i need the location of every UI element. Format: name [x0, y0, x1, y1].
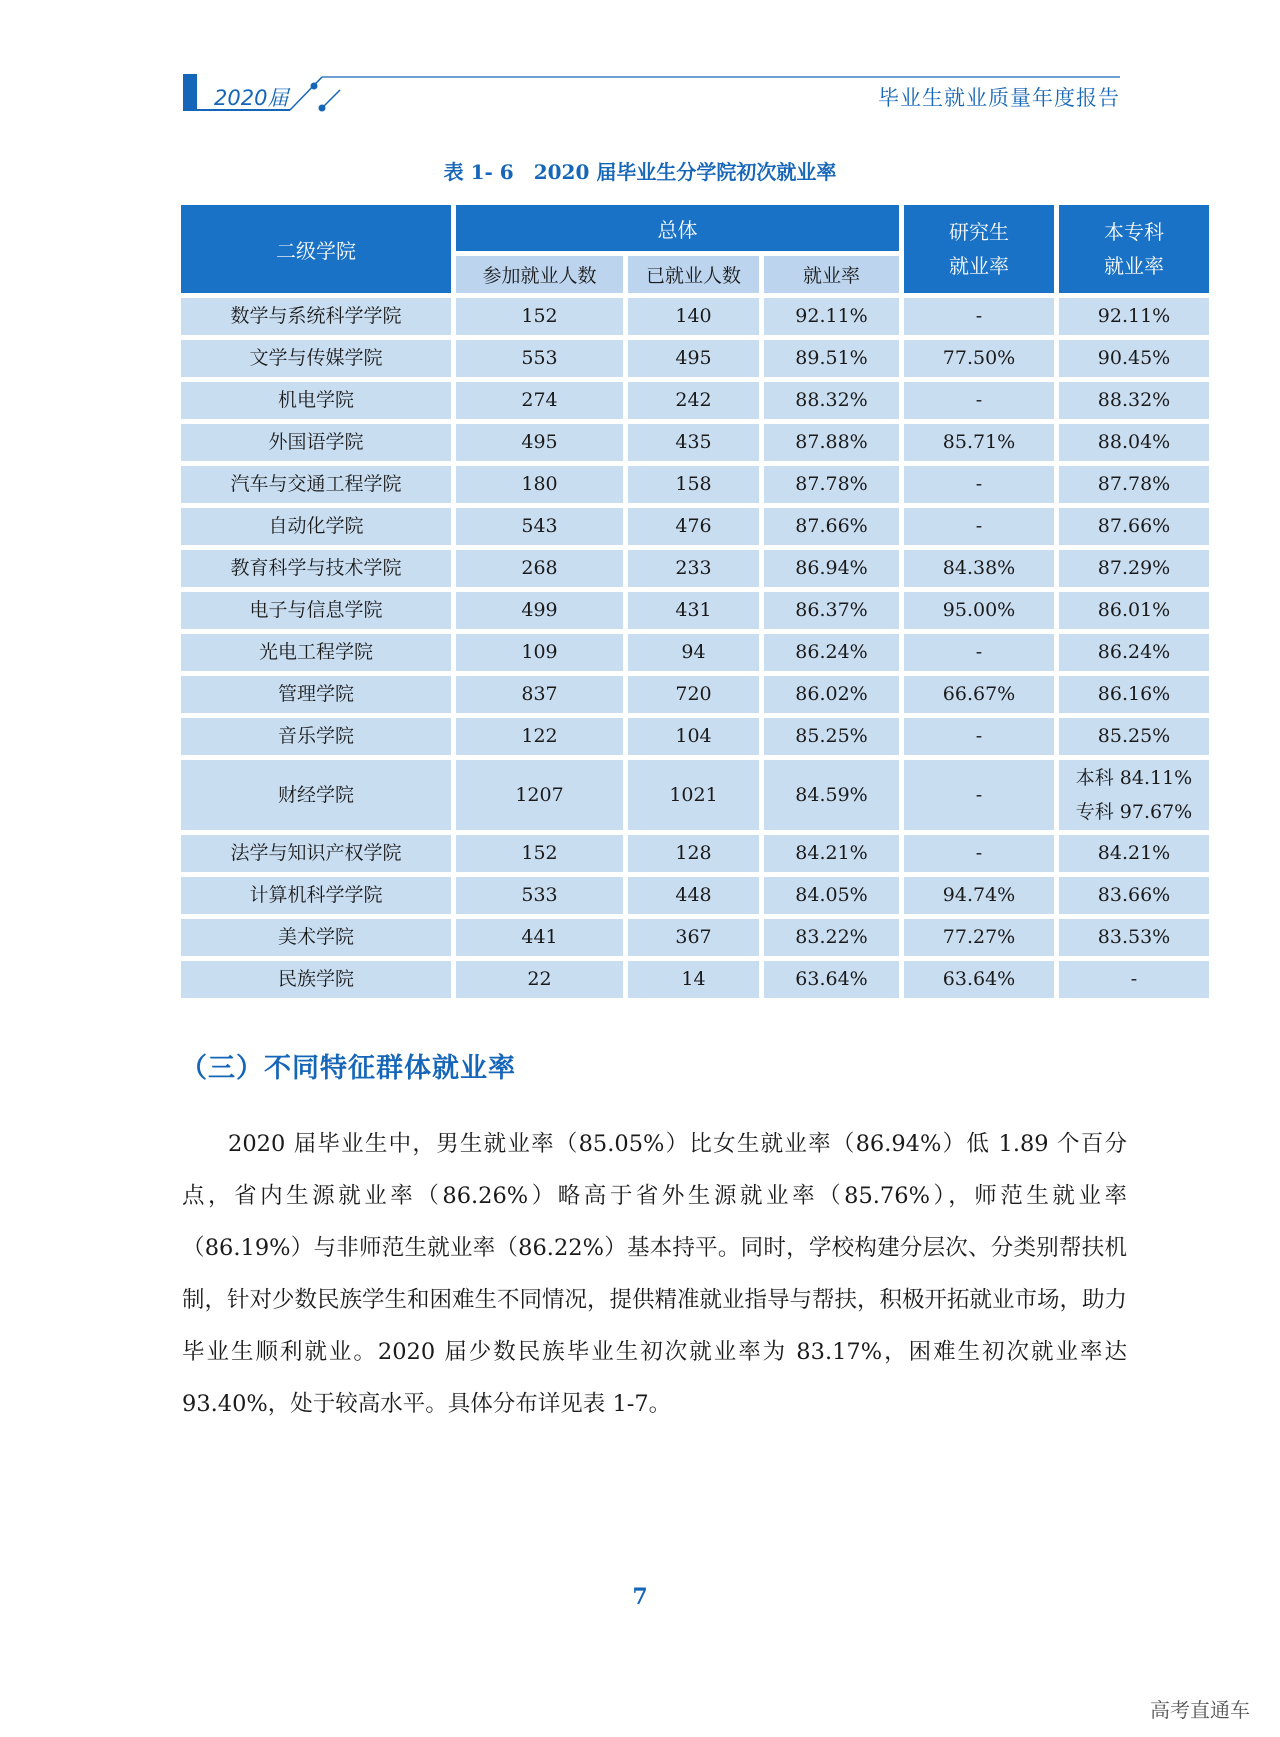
cell-participants: 543: [456, 508, 623, 545]
cell-employed: 1021: [628, 760, 759, 830]
cell-rate: 86.02%: [764, 676, 899, 713]
table-row: [181, 424, 1209, 461]
table-row: [181, 634, 1209, 671]
cell-participants: 180: [456, 466, 623, 503]
cell-employed: 435: [628, 424, 759, 461]
cell-college: 教育科学与技术学院: [181, 550, 451, 587]
header-undergrad-rate-line1: 本专科: [1104, 220, 1164, 244]
cell-rate: 87.88%: [764, 424, 899, 461]
cell-employed: 140: [628, 298, 759, 335]
table-row: [181, 961, 1209, 998]
cell-graduate-rate: -: [904, 835, 1054, 872]
cell-participants: 533: [456, 877, 623, 914]
header-year-label: 2020届: [214, 86, 289, 110]
cell-undergrad-rate: 92.11%: [1059, 298, 1209, 335]
table-caption: 表 1- 6 2020 届毕业生分学院初次就业率: [443, 160, 837, 184]
cell-rate: 89.51%: [764, 340, 899, 377]
cell-undergrad-rate-line2: 专科 97.67%: [1075, 801, 1193, 823]
cell-graduate-rate: 95.00%: [904, 592, 1054, 629]
cell-college: 法学与知识产权学院: [181, 835, 451, 872]
page-number: 7: [632, 1584, 648, 1610]
cell-employed: 431: [628, 592, 759, 629]
cell-undergrad-rate: -: [1059, 961, 1209, 998]
cell-rate: 88.32%: [764, 382, 899, 419]
cell-employed: 233: [628, 550, 759, 587]
header-graduate-rate-line2: 就业率: [949, 254, 1009, 278]
cell-graduate-rate: -: [904, 718, 1054, 755]
cell-undergrad-rate: 87.66%: [1059, 508, 1209, 545]
cell-employed: 448: [628, 877, 759, 914]
cell-graduate-rate: -: [904, 634, 1054, 671]
table-body: [181, 298, 1209, 998]
cell-rate: 84.21%: [764, 835, 899, 872]
cell-college: 自动化学院: [181, 508, 451, 545]
cell-employed: 128: [628, 835, 759, 872]
cell-college: 财经学院: [181, 760, 451, 830]
table-row: [181, 550, 1209, 587]
cell-undergrad-rate: 86.01%: [1059, 592, 1209, 629]
employment-rate-table: [176, 200, 1214, 1003]
section-paragraph: 2020 届毕业生中，男生就业率（85.05%）比女生就业率（86.94%）低 1.89 个百分点，省内生源就业率（86.26%）略高于省外生源就业率（85.76%），师范生就业率（86.19%）与非师范生就业率（86.22%）基本持平。同时，学校构建分层次、分类别帮扶机制，针对少数民族学生和困难生不同情况，提供精准就业指导与帮扶，积极开拓就业市场，助力毕业生顺利就业。2020 届少数民族毕业生初次就业率为 83.17%，困难生初次就业率达 93.40%，处于较高水平。具体分布详见表 1-7。: [182, 1131, 1128, 1417]
cell-participants: 268: [456, 550, 623, 587]
cell-graduate-rate: 66.67%: [904, 676, 1054, 713]
cell-undergrad-rate: 88.04%: [1059, 424, 1209, 461]
header-undergrad-rate-line2: 就业率: [1104, 254, 1164, 278]
cell-rate: 86.37%: [764, 592, 899, 629]
section-title: （三）不同特征群体就业率: [180, 1053, 516, 1084]
header-overall: 总体: [456, 205, 899, 251]
cell-undergrad-rate: 83.53%: [1059, 919, 1209, 956]
cell-graduate-rate: 84.38%: [904, 550, 1054, 587]
cell-employed: 94: [628, 634, 759, 671]
cell-undergrad-rate: 87.29%: [1059, 550, 1209, 587]
cell-undergrad-rate: 88.32%: [1059, 382, 1209, 419]
cell-college: 管理学院: [181, 676, 451, 713]
cell-graduate-rate: -: [904, 466, 1054, 503]
cell-rate: 92.11%: [764, 298, 899, 335]
cell-college: 文学与传媒学院: [181, 340, 451, 377]
cell-college: 美术学院: [181, 919, 451, 956]
table-row: [181, 718, 1209, 755]
cell-undergrad-rate: 87.78%: [1059, 466, 1209, 503]
cell-college: 光电工程学院: [181, 634, 451, 671]
cell-participants: 441: [456, 919, 623, 956]
cell-employed: 476: [628, 508, 759, 545]
cell-participants: 22: [456, 961, 623, 998]
cell-rate: 86.94%: [764, 550, 899, 587]
cell-graduate-rate: 94.74%: [904, 877, 1054, 914]
cell-college: 计算机科学学院: [181, 877, 451, 914]
cell-undergrad-rate-line1: 本科 84.11%: [1075, 767, 1193, 789]
cell-participants: 499: [456, 592, 623, 629]
cell-rate: 84.59%: [764, 760, 899, 830]
cell-participants: 837: [456, 676, 623, 713]
cell-employed: 14: [628, 961, 759, 998]
cell-participants: 495: [456, 424, 623, 461]
cell-college: 数学与系统科学学院: [181, 298, 451, 335]
cell-employed: 495: [628, 340, 759, 377]
header-report-title: 毕业生就业质量年度报告: [878, 86, 1120, 110]
table-row: [181, 760, 1209, 830]
table-row: [181, 340, 1209, 377]
header-graduate-rate-line1: 研究生: [949, 220, 1009, 244]
cell-graduate-rate: -: [904, 508, 1054, 545]
table-row: [181, 466, 1209, 503]
header-rate: 就业率: [764, 256, 899, 293]
cell-rate: 87.66%: [764, 508, 899, 545]
cell-graduate-rate: 77.27%: [904, 919, 1054, 956]
header-graduate-rate: [904, 205, 1054, 293]
cell-graduate-rate: -: [904, 760, 1054, 830]
table-row: [181, 676, 1209, 713]
cell-employed: 158: [628, 466, 759, 503]
cell-graduate-rate: -: [904, 382, 1054, 419]
cell-rate: 85.25%: [764, 718, 899, 755]
cell-rate: 87.78%: [764, 466, 899, 503]
cell-participants: 152: [456, 835, 623, 872]
table-row: [181, 592, 1209, 629]
cell-rate: 83.22%: [764, 919, 899, 956]
cell-participants: 1207: [456, 760, 623, 830]
cell-employed: 720: [628, 676, 759, 713]
cell-participants: 152: [456, 298, 623, 335]
cell-graduate-rate: -: [904, 298, 1054, 335]
cell-undergrad-rate: 86.24%: [1059, 634, 1209, 671]
cell-college: 机电学院: [181, 382, 451, 419]
watermark: 高考直通车: [1150, 1698, 1250, 1722]
cell-undergrad-rate: 85.25%: [1059, 718, 1209, 755]
header-college: 二级学院: [181, 205, 451, 293]
cell-undergrad-rate: 84.21%: [1059, 835, 1209, 872]
cell-undergrad-rate: 86.16%: [1059, 676, 1209, 713]
cell-rate: 63.64%: [764, 961, 899, 998]
header-undergrad-rate: [1059, 205, 1209, 293]
cell-participants: 553: [456, 340, 623, 377]
cell-participants: 122: [456, 718, 623, 755]
table-row: [181, 508, 1209, 545]
cell-college: 音乐学院: [181, 718, 451, 755]
cell-undergrad-rate: 83.66%: [1059, 877, 1209, 914]
table-row: [181, 298, 1209, 335]
cell-rate: 86.24%: [764, 634, 899, 671]
cell-employed: 242: [628, 382, 759, 419]
cell-college: 外国语学院: [181, 424, 451, 461]
cell-undergrad-rate: 90.45%: [1059, 340, 1209, 377]
cell-college: 汽车与交通工程学院: [181, 466, 451, 503]
table-row: [181, 835, 1209, 872]
cell-participants: 274: [456, 382, 623, 419]
cell-graduate-rate: 85.71%: [904, 424, 1054, 461]
table-row: [181, 382, 1209, 419]
cell-employed: 367: [628, 919, 759, 956]
cell-participants: 109: [456, 634, 623, 671]
cell-college: 电子与信息学院: [181, 592, 451, 629]
cell-undergrad-rate: [1059, 760, 1209, 830]
table-row: [181, 919, 1209, 956]
header-participants: 参加就业人数: [456, 256, 623, 293]
cell-graduate-rate: 63.64%: [904, 961, 1054, 998]
cell-graduate-rate: 77.50%: [904, 340, 1054, 377]
cell-rate: 84.05%: [764, 877, 899, 914]
cell-college: 民族学院: [181, 961, 451, 998]
table-row: [181, 877, 1209, 914]
header-employed: 已就业人数: [628, 256, 759, 293]
cell-employed: 104: [628, 718, 759, 755]
